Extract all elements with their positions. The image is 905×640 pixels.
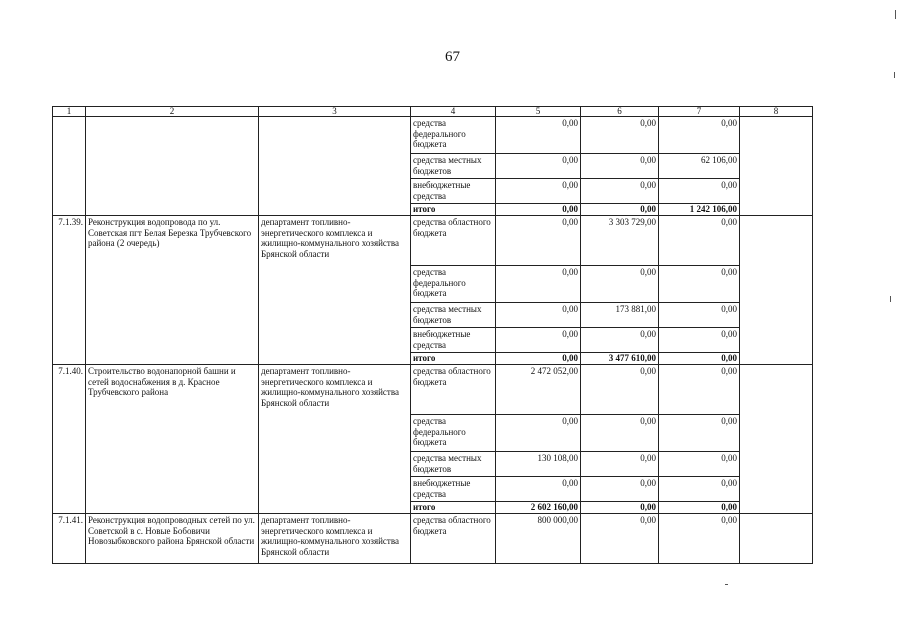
source-label: средства федерального бюджета (411, 117, 496, 154)
source-label: внебюджетные средства (411, 477, 496, 502)
item-name: Реконструкция водопроводных сетей по ул. Советской в с. Новые Бобовичи Новозыбковского района Брянской области (86, 514, 259, 564)
column-header: 2 (86, 107, 259, 117)
table-row (53, 514, 813, 564)
department-cell (259, 117, 411, 216)
value-cell: 62 106,00 (659, 154, 740, 179)
table-row (53, 117, 813, 154)
column-number-row (53, 107, 813, 117)
value-cell: 0,00 (659, 514, 740, 564)
column-header: 8 (740, 107, 813, 117)
item-name: Реконструкция водопровода по ул. Советская пгт Белая Березка Трубчевского района (2 очередь) (86, 216, 259, 365)
value-cell: 3 477 610,00 (581, 353, 659, 365)
page-number: 67 (445, 49, 460, 65)
source-label: средства местных бюджетов (411, 452, 496, 477)
source-label: средства федерального бюджета (411, 415, 496, 452)
value-cell: 0,00 (659, 266, 740, 303)
value-cell: 0,00 (659, 452, 740, 477)
scan-mark (890, 296, 891, 302)
item-name: Строительство водонапорной башни и сетей водоснабжения в д. Красное Трубчевского района (86, 365, 259, 514)
item-number-cell (53, 117, 86, 216)
value-cell: 0,00 (581, 502, 659, 514)
scan-mark (894, 72, 895, 78)
value-cell: 0,00 (659, 328, 740, 353)
source-label: итого (411, 353, 496, 365)
item-number: 7.1.39. (53, 216, 86, 365)
value-cell: 0,00 (659, 365, 740, 415)
source-label: средства местных бюджетов (411, 303, 496, 328)
value-cell: 0,00 (659, 216, 740, 266)
value-cell: 0,00 (581, 415, 659, 452)
source-label: итого (411, 204, 496, 216)
value-cell: 0,00 (659, 477, 740, 502)
value-cell: 0,00 (496, 415, 581, 452)
value-cell: 0,00 (659, 502, 740, 514)
column-header: 5 (496, 107, 581, 117)
source-label: средства областного бюджета (411, 365, 496, 415)
value-cell: 0,00 (581, 117, 659, 154)
value-cell: 0,00 (581, 179, 659, 204)
value-cell: 0,00 (496, 303, 581, 328)
value-cell: 2 472 052,00 (496, 365, 581, 415)
value-cell: 0,00 (659, 117, 740, 154)
value-cell: 0,00 (581, 477, 659, 502)
value-cell: 0,00 (496, 216, 581, 266)
value-cell: 0,00 (496, 117, 581, 154)
table-row (53, 365, 813, 415)
value-cell: 0,00 (496, 328, 581, 353)
column-header: 6 (581, 107, 659, 117)
column-header: 7 (659, 107, 740, 117)
value-cell: 0,00 (659, 415, 740, 452)
value-cell: 173 881,00 (581, 303, 659, 328)
department-name: департамент топливно-энергетического комплекса и жилищно-коммунального хозяйства Брянской области (259, 514, 411, 564)
note-cell (740, 365, 813, 514)
scan-mark (725, 584, 728, 585)
value-cell: 0,00 (496, 477, 581, 502)
value-cell: 0,00 (581, 154, 659, 179)
value-cell: 2 602 160,00 (496, 502, 581, 514)
note-cell (740, 117, 813, 216)
value-cell: 0,00 (581, 365, 659, 415)
value-cell: 1 242 106,00 (659, 204, 740, 216)
value-cell: 0,00 (496, 179, 581, 204)
column-header: 4 (411, 107, 496, 117)
source-label: средства областного бюджета (411, 514, 496, 564)
value-cell: 0,00 (496, 266, 581, 303)
value-cell: 0,00 (659, 353, 740, 365)
value-cell: 0,00 (581, 328, 659, 353)
table-row (53, 216, 813, 266)
item-name-cell (86, 117, 259, 216)
department-name: департамент топливно-энергетического комплекса и жилищно-коммунального хозяйства Брянской области (259, 365, 411, 514)
value-cell: 0,00 (659, 303, 740, 328)
item-number: 7.1.41. (53, 514, 86, 564)
value-cell: 800 000,00 (496, 514, 581, 564)
department-name: департамент топливно-энергетического комплекса и жилищно-коммунального хозяйства Брянской области (259, 216, 411, 365)
note-cell (740, 216, 813, 365)
funding-table (52, 106, 813, 564)
value-cell: 0,00 (659, 179, 740, 204)
source-label: внебюджетные средства (411, 328, 496, 353)
source-label: внебюджетные средства (411, 179, 496, 204)
value-cell: 0,00 (581, 514, 659, 564)
source-label: итого (411, 502, 496, 514)
value-cell: 0,00 (496, 154, 581, 179)
value-cell: 3 303 729,00 (581, 216, 659, 266)
value-cell: 0,00 (581, 204, 659, 216)
scan-mark (895, 10, 896, 19)
source-label: средства федерального бюджета (411, 266, 496, 303)
column-header: 3 (259, 107, 411, 117)
item-number: 7.1.40. (53, 365, 86, 514)
source-label: средства местных бюджетов (411, 154, 496, 179)
value-cell: 0,00 (496, 353, 581, 365)
value-cell: 130 108,00 (496, 452, 581, 477)
column-header: 1 (53, 107, 86, 117)
value-cell: 0,00 (496, 204, 581, 216)
source-label: средства областного бюджета (411, 216, 496, 266)
value-cell: 0,00 (581, 266, 659, 303)
note-cell (740, 514, 813, 564)
value-cell: 0,00 (581, 452, 659, 477)
